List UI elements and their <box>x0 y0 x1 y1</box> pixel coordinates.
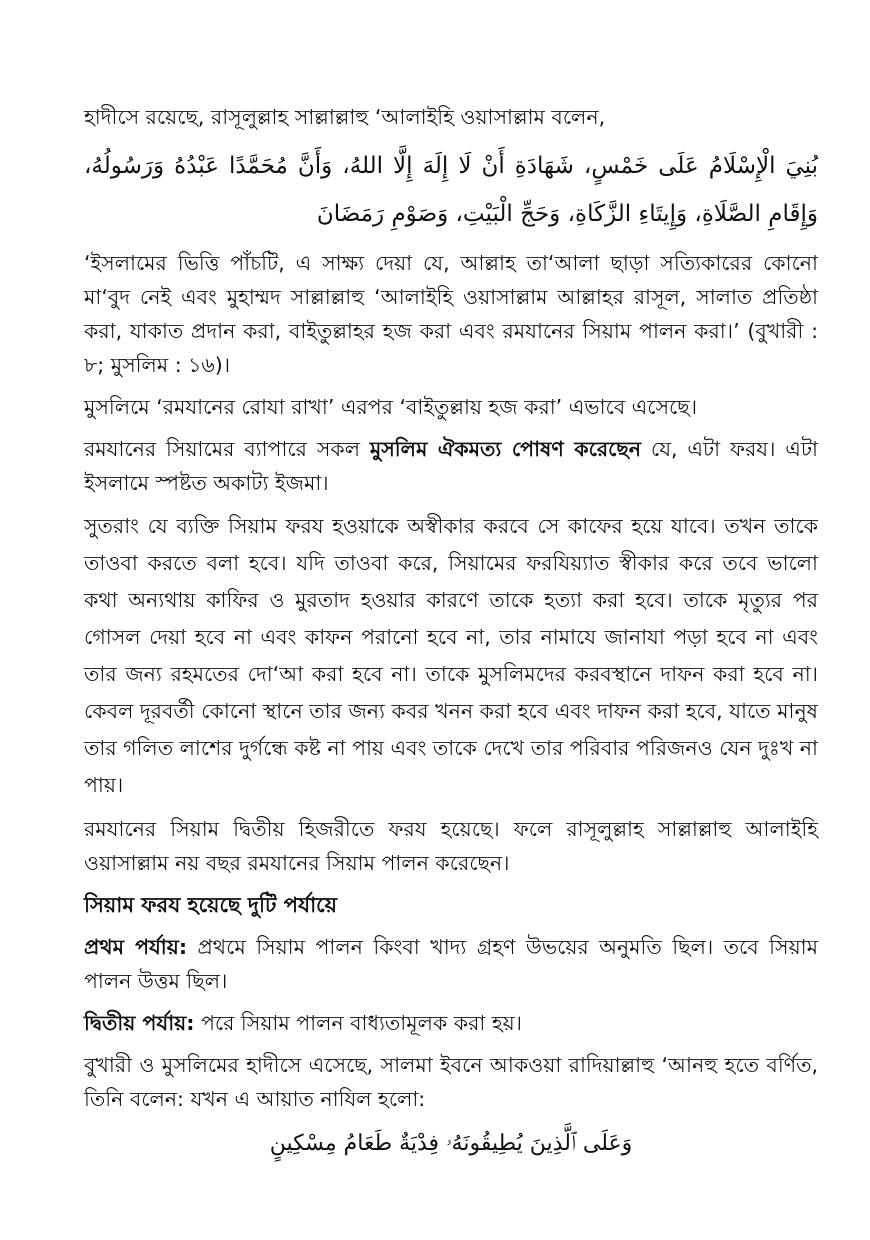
stage-two-label: দ্বিতীয় পর্যায়: <box>84 1011 195 1035</box>
hadith-translation: ‘ইসলামের ভিত্তি পাঁচটি, এ সাক্ষ্য দেয়া যে, আল্লাহ তা‘আলা ছাড়া সত্যিকারের কোনো মা‘বুদ নেই এবং মুহাম্মদ সাল্লাল্লাহু ‘আলাইহি ওয়াসাল্লাম আল্লাহর রাসূল, সালাত প্রতিষ্ঠা করা, যাকাত প্রদান করা, বাইতুল্লাহর হজ করা এবং রমযানের সিয়াম পালন করা।’ (বুখারী : ৮; মুসলিম : ১৬)। <box>84 251 818 377</box>
hadith-arabic-text: بُنِيَ الْإِسْلَامُ عَلَى خَمْسٍ، شَهَادَةِ أَنْ لَا إِلَهَ إِلَّا اللهُ، وَأَنَّ مُحَمَّدًا عَبْدُهُ وَرَسُولُهُ، وَإِقَامِ الصَّلَاةِ، وَإِيتَاءِ الزَّكَاةِ، وَحَجِّ الْبَيْتِ، وَصَوْمِ رَمَضَانَ <box>84 153 818 227</box>
document-page <box>84 100 818 1164</box>
consensus-bold-text: মুসলিম ঐকমত্য পোষণ করেছেন <box>369 437 641 461</box>
muslim-note: মুসলিমে ‘রমযানের রোযা রাখা’ এরপর ‘বাইতুল্লায় হজ করা’ এভাবে এসেছে। <box>84 395 698 419</box>
consensus-text-before: রমযানের সিয়ামের ব্যাপারে সকল <box>84 437 370 461</box>
salama-hadith-paragraph: বুখারী ও মুসলিমের হাদীসে এসেছে, সালমা ইবনে আকওয়া রাদিয়াল্লাহু ‘আনহু হতে বর্ণিত, তিনি বলেন: যখন এ আয়াত নাযিল হলো: <box>84 1053 818 1111</box>
second-hijri-paragraph: রমযানের সিয়াম দ্বিতীয় হিজরীতে ফরয হয়েছে। ফলে রাসূলুল্লাহ সাল্লাল্লাহু আলাইহি ওয়াসাল্লাম নয় বছর রমযানের সিয়াম পালন করেছেন। <box>84 817 818 875</box>
consensus-paragraph <box>84 432 818 500</box>
intro-line: হাদীসে রয়েছে, রাসূলুল্লাহ সাল্লাল্লাহু ‘আলাইহি ওয়াসাল্লাম বলেন, <box>84 105 606 129</box>
stage-two-paragraph <box>84 1006 818 1040</box>
stage-one-text: প্রথমে সিয়াম পালন কিংবা খাদ্য গ্রহণ উভয়ের অনুমতি ছিল। তবে সিয়াম পালন উত্তম ছিল। <box>84 935 818 993</box>
stage-one-label: প্রথম পর্যায়: <box>84 935 188 959</box>
stage-two-text: পরে সিয়াম পালন বাধ্যতামূলক করা হয়। <box>194 1011 523 1035</box>
stages-heading: সিয়াম ফরয হয়েছে দুটি পর্যায়ে <box>84 893 337 917</box>
denial-paragraph: সুতরাং যে ব্যক্তি সিয়াম ফরয হওয়াকে অস্বীকার করবে সে কাফের হয়ে যাবে। তখন তাকে তাওবা করতে বলা হবে। যদি তাওবা করে, সিয়ামের ফরযিয়্যাত স্বীকার করে তবে ভালো কথা অন্যথায় কাফির ও মুরতাদ হওয়ার কারণে তাকে হত্যা করা হবে। তাকে মৃত্যুর পর গোসল দেয়া হবে না এবং কাফন পরানো হবে না, তার নামাযে জানাযা পড়া হবে না এবং তার জন্য রহমতের দো‘আ করা হবে না। তাকে মুসলিমদের করবস্থানে দাফন করা হবে না। কেবল দূরবর্তী কোনো স্থানে তার জন্য কবর খনন করা হবে এবং দাফন করা হবে, যাতে মানুষ তার গলিত লাশের দুর্গন্ধে কষ্ট না পায় এবং তাকে দেখে তার পরিবার পরিজনও যেন দুঃখ না পায়। <box>84 514 818 797</box>
stage-one-paragraph <box>84 930 818 998</box>
consensus-text-after: যে, এটা ফরয। এটা ইসলামে স্পষ্টত অকাট্য ইজমা। <box>84 437 819 495</box>
ayah-arabic-text: وَعَلَى ٱلَّذِينَ يُطِيقُونَهُۥ فِدْيَةٌ طَعَامُ مِسْكِينٍ <box>269 1131 633 1156</box>
